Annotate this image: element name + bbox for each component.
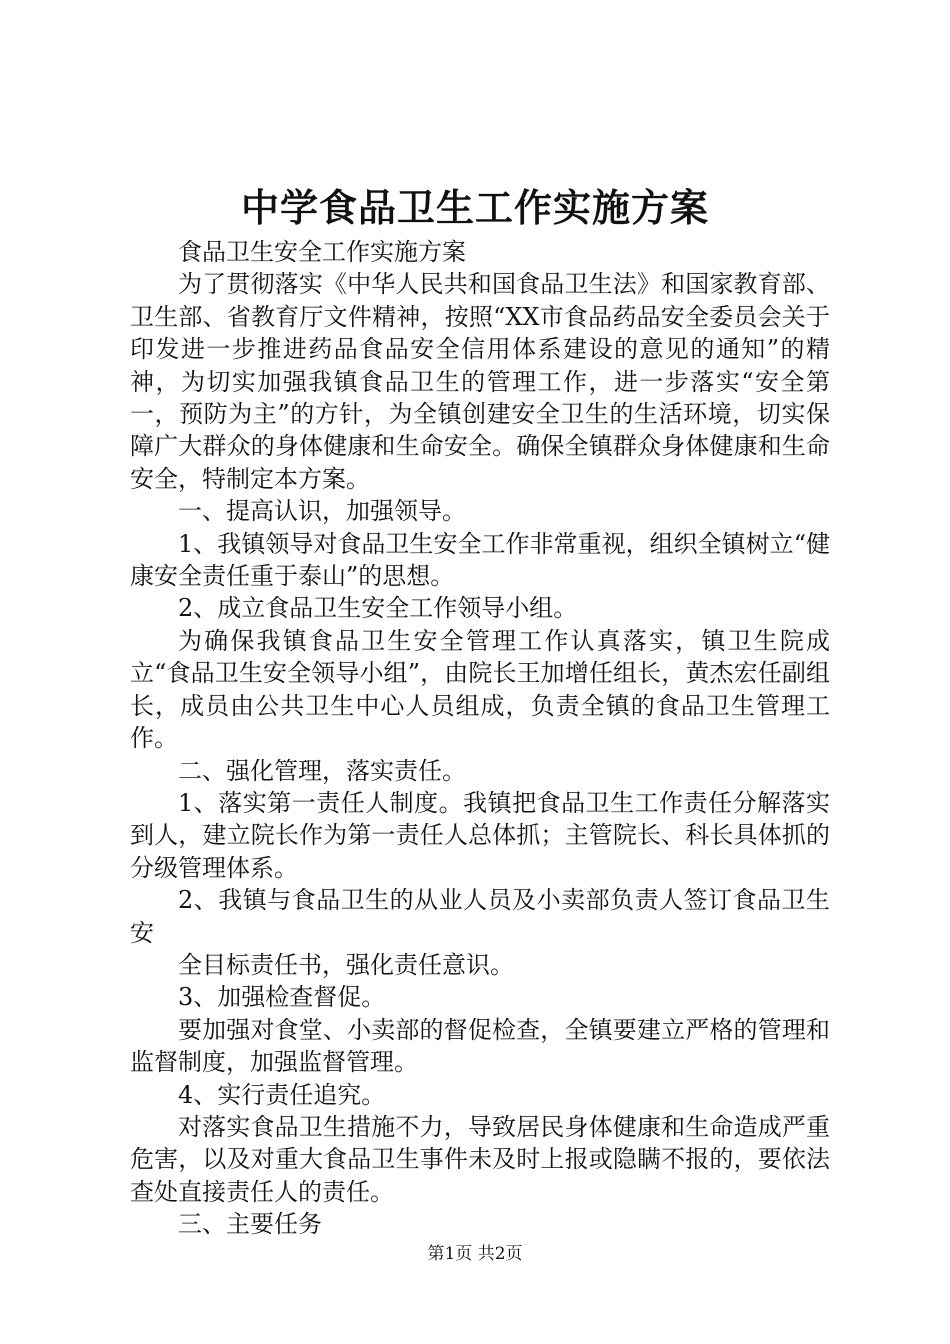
paragraph: 2、成立食品卫生安全工作领导小组。 [178, 594, 578, 623]
paragraph: 全目标责任书，强化责任意识。 [178, 950, 514, 979]
paragraph: 要加强对食堂、小卖部的督促检查，全镇要建立严格的管理和监督制度，加强监督管理。 [130, 1015, 830, 1077]
paragraph: 对落实食品卫生措施不力，导致居民身体健康和生命造成严重危害，以及对重大食品卫生事件未及时上报或隐瞒不报的，要依法查处直接责任人的责任。 [130, 1112, 830, 1206]
paragraph: 1、我镇领导对食品卫生安全工作非常重视，组织全镇树立“健康安全责任重于泰山”的思想。 [130, 529, 830, 591]
paragraph: 2、我镇与食品卫生的从业人员及小卖部负责人签订食品卫生安 [130, 886, 830, 947]
paragraph: 3、加强检查督促。 [178, 983, 386, 1012]
page-footer: 第1页 共2页 [427, 1244, 523, 1264]
paragraph-subtitle: 食品卫生安全工作实施方案 [178, 238, 466, 266]
section-heading-1: 一、提高认识，加强领导。 [178, 497, 466, 526]
paragraph: 1、落实第一责任人制度。我镇把食品卫生工作责任分解落实到人，建立院长作为第一责任人总体抓；主管院长、科长具体抓的分级管理体系。 [130, 788, 830, 882]
section-heading-2: 二、强化管理，落实责任。 [178, 756, 466, 785]
document-body [130, 236, 830, 1241]
paragraph: 4、实行责任追究。 [178, 1080, 386, 1109]
paragraph-intro: 为了贯彻落实《中华人民共和国食品卫生法》和国家教育部、卫生部、省教育厅文件精神，按照“XX市食品药品安全委员会关于印发进一步推进药品食品安全信用体系建设的意见的通知”的精神，为切实加强我镇食品卫生的管理工作，进一步落实“安全第一，预防为主”的方针，为全镇创建安全卫生的生活环境，切实保障广大群众的身体健康和生命安全。确保全镇群众身体健康和生命安全，特制定本方案。 [130, 270, 830, 493]
section-heading-3: 三、主要任务 [178, 1210, 322, 1239]
paragraph: 为确保我镇食品卫生安全管理工作认真落实，镇卫生院成立“食品卫生安全领导小组”，由院长王加增任组长，黄杰宏任副组长，成员由公共卫生中心人员组成，负责全镇的食品卫生管理工作。 [130, 626, 830, 753]
document-title: 中学食品卫生工作实施方案 [240, 185, 709, 230]
